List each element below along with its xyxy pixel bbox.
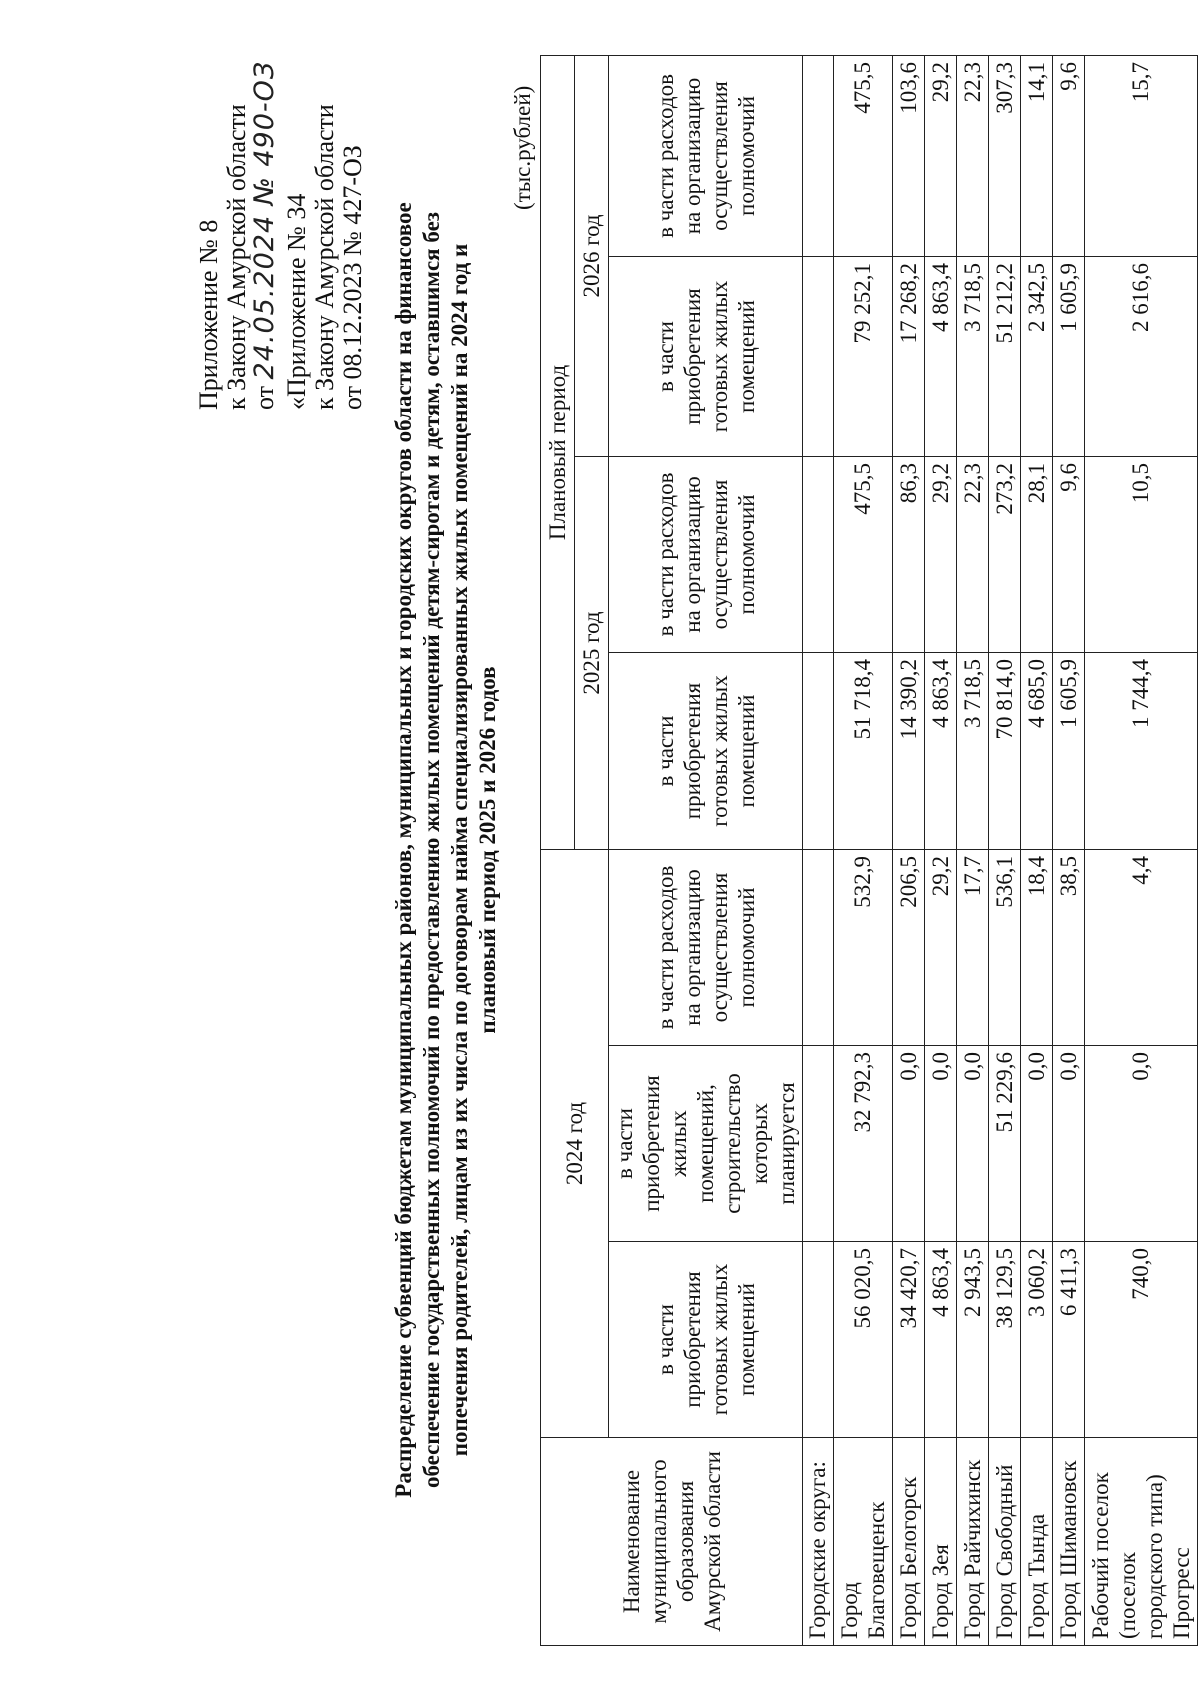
value-cell: 32 792,3 bbox=[834, 1046, 893, 1242]
value-cell: 1 744,4 bbox=[1085, 652, 1198, 849]
value-cell: 9,6 bbox=[1053, 55, 1085, 256]
municipality-name: Город Шимановск bbox=[1053, 1438, 1085, 1646]
section-label: Городские округа: bbox=[803, 1438, 834, 1646]
header-2025-ready: в части приобретения готовых жилых помещений bbox=[609, 652, 803, 849]
section-row bbox=[803, 55, 834, 1645]
value-cell: 6 411,3 bbox=[1053, 1242, 1085, 1438]
table-row bbox=[834, 55, 893, 1645]
value-cell: 4 863,4 bbox=[925, 652, 957, 849]
value-cell: 273,2 bbox=[989, 456, 1021, 652]
date-prefix: от bbox=[250, 385, 279, 410]
value-cell: 51 718,4 bbox=[834, 652, 893, 849]
value-cell: 4 863,4 bbox=[925, 256, 957, 456]
value-cell: 17 268,2 bbox=[893, 256, 925, 456]
document-title: Распределение субвенций бюджетам муниципальных районов, муниципальных и городских округов области на финансовое обеспечение государственных полномочий по предоставлению жилых помещений детям-сиротам и детям, оставшимся без попечения родителей, лицам из их числа по договорам найма специализированных жилых помещений на 2024 год и плановый период 2025 и 2026 годов bbox=[391, 202, 500, 1498]
value-cell: 3 060,2 bbox=[1021, 1242, 1053, 1438]
value-cell: 307,3 bbox=[989, 55, 1021, 256]
appendix-header bbox=[195, 61, 279, 410]
table-row bbox=[925, 55, 957, 1645]
law-reference: к Закону Амурской области bbox=[222, 104, 251, 410]
value-cell: 22,3 bbox=[957, 456, 989, 652]
value-cell: 103,6 bbox=[893, 55, 925, 256]
value-cell: 0,0 bbox=[1085, 1046, 1198, 1242]
municipality-name: Город Райчихинск bbox=[957, 1438, 989, 1646]
value-cell: 3 718,5 bbox=[957, 652, 989, 849]
value-cell: 475,5 bbox=[834, 456, 893, 652]
table-row bbox=[1085, 55, 1198, 1645]
value-cell: 79 252,1 bbox=[834, 256, 893, 456]
municipality-name: Город Зея bbox=[925, 1438, 957, 1646]
value-cell: 17,7 bbox=[957, 849, 989, 1045]
table-row bbox=[957, 55, 989, 1645]
units-label: (тыс.рублей) bbox=[510, 85, 535, 210]
value-cell: 14,1 bbox=[1021, 55, 1053, 256]
value-cell: 740,0 bbox=[1085, 1242, 1198, 1438]
value-cell: 206,5 bbox=[893, 849, 925, 1045]
handwritten-date: 24.05.2024 № 490-ОЗ bbox=[249, 60, 280, 380]
value-cell: 86,3 bbox=[893, 456, 925, 652]
value-cell: 9,6 bbox=[1053, 456, 1085, 652]
municipality-name: Город Свободный bbox=[989, 1438, 1021, 1646]
header-2025-org: в части расходов на организацию осуществления полномочий bbox=[609, 456, 803, 652]
value-cell: 2 342,5 bbox=[1021, 256, 1053, 456]
value-cell: 14 390,2 bbox=[893, 652, 925, 849]
value-cell: 536,1 bbox=[989, 849, 1021, 1045]
value-cell: 10,5 bbox=[1085, 456, 1198, 652]
header-year-2025: 2025 год bbox=[575, 456, 609, 849]
value-cell: 0,0 bbox=[925, 1046, 957, 1242]
value-cell: 2 616,6 bbox=[1085, 256, 1198, 456]
document-page bbox=[30, 50, 1194, 1650]
previous-law-reference: к Закону Амурской области bbox=[310, 104, 339, 410]
value-cell: 70 814,0 bbox=[989, 652, 1021, 849]
value-cell: 1 605,9 bbox=[1053, 256, 1085, 456]
value-cell: 4,4 bbox=[1085, 849, 1198, 1045]
municipality-name: Город Белогорск bbox=[893, 1438, 925, 1646]
value-cell: 28,1 bbox=[1021, 456, 1053, 652]
header-2024-planned: в части приобретения жилых помещений, строительство которых планируется bbox=[609, 1046, 803, 1242]
header-2024-org: в части расходов на организацию осуществления полномочий bbox=[609, 849, 803, 1045]
value-cell: 3 718,5 bbox=[957, 256, 989, 456]
header-2026-ready: в части приобретения готовых жилых помещений bbox=[609, 256, 803, 456]
value-cell: 0,0 bbox=[1053, 1046, 1085, 1242]
value-cell: 22,3 bbox=[957, 55, 989, 256]
value-cell: 475,5 bbox=[834, 55, 893, 256]
previous-appendix-number: «Приложение № 34 bbox=[282, 193, 311, 410]
value-cell: 29,2 bbox=[925, 55, 957, 256]
value-cell: 18,4 bbox=[1021, 849, 1053, 1045]
value-cell: 29,2 bbox=[925, 456, 957, 652]
value-cell: 532,9 bbox=[834, 849, 893, 1045]
header-2026-org: в части расходов на организацию осуществления полномочий bbox=[609, 55, 803, 256]
municipality-name: Рабочий поселок (поселок городского типа) Прогресс bbox=[1085, 1438, 1198, 1646]
table-row bbox=[1053, 55, 1085, 1645]
table-row bbox=[893, 55, 925, 1645]
value-cell: 51 229,6 bbox=[989, 1046, 1021, 1242]
previous-law-date: от 08.12.2023 № 427-ОЗ bbox=[338, 145, 367, 410]
value-cell: 4 863,4 bbox=[925, 1242, 957, 1438]
header-municipality: Наименование муниципального образования Амурской области bbox=[541, 1438, 803, 1646]
municipality-name: Город Благовещенск bbox=[834, 1438, 893, 1646]
value-cell: 0,0 bbox=[1021, 1046, 1053, 1242]
value-cell: 56 020,5 bbox=[834, 1242, 893, 1438]
header-planned-period: Плановый период bbox=[541, 55, 575, 849]
header-2024-ready: в части приобретения готовых жилых помещений bbox=[609, 1242, 803, 1438]
value-cell: 38,5 bbox=[1053, 849, 1085, 1045]
subvention-table bbox=[540, 55, 1198, 1646]
value-cell: 15,7 bbox=[1085, 55, 1198, 256]
table-row bbox=[1021, 55, 1053, 1645]
law-date-line bbox=[251, 61, 279, 410]
value-cell: 51 212,2 bbox=[989, 256, 1021, 456]
previous-appendix-header bbox=[283, 104, 367, 410]
value-cell: 2 943,5 bbox=[957, 1242, 989, 1438]
header-year-2026: 2026 год bbox=[575, 55, 609, 456]
value-cell: 1 605,9 bbox=[1053, 652, 1085, 849]
value-cell: 0,0 bbox=[957, 1046, 989, 1242]
table-row bbox=[989, 55, 1021, 1645]
value-cell: 34 420,7 bbox=[893, 1242, 925, 1438]
header-year-2024: 2024 год bbox=[541, 849, 609, 1437]
municipality-name: Город Тында bbox=[1021, 1438, 1053, 1646]
value-cell: 38 129,5 bbox=[989, 1242, 1021, 1438]
value-cell: 29,2 bbox=[925, 849, 957, 1045]
appendix-number: Приложение № 8 bbox=[194, 219, 223, 410]
value-cell: 4 685,0 bbox=[1021, 652, 1053, 849]
value-cell: 0,0 bbox=[893, 1046, 925, 1242]
